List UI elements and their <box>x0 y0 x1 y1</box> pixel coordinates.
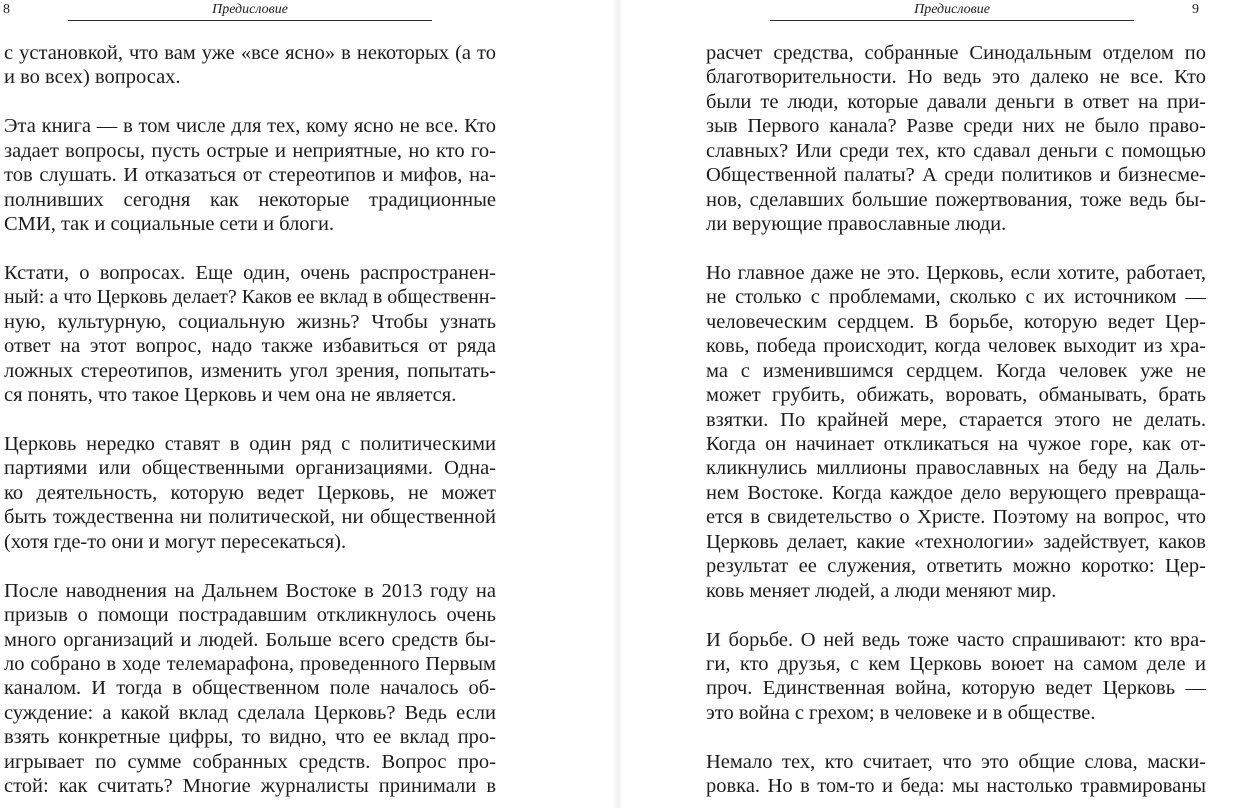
text-line: быть тождественна ни политической, ни общественной <box>4 506 496 529</box>
text-line: ложных стереотипов, изменить угол зрения, попытать- <box>4 359 496 382</box>
running-head: Предисловие <box>914 2 990 17</box>
text-line: нем Востоке. Когда каждое дело верующего превраща- <box>706 481 1206 504</box>
text-line: ный: а что Церковь делает? Каков ее вклад в общественн- <box>4 286 496 309</box>
right-page-header <box>623 0 1235 24</box>
text-line: Но главное даже не это. Церковь, если хотите, работает, <box>706 261 1206 284</box>
text-line: и во всех) вопросах. <box>4 66 181 89</box>
text-line: Эта книга — в том числе для тех, кому ясно не все. Кто <box>4 115 496 138</box>
text-line: проч. Единственная война, которую ведет Церковь — <box>706 677 1206 700</box>
body-text <box>4 41 496 799</box>
text-line: ровка. Но в том-то и беда: мы настолько травмированы <box>706 775 1206 798</box>
running-head: Предисловие <box>212 2 288 17</box>
text-line: ло собрано в ходе телемарафона, проведенного Первым <box>4 652 496 675</box>
text-line: Когда он начинает откликаться на чужое горе, как от- <box>706 433 1206 455</box>
text-line: были те люди, которые давали деньги в ответ на при- <box>706 90 1206 113</box>
left-page-header <box>0 0 613 24</box>
text-line: может грубить, обижать, воровать, обманывать, брать <box>706 384 1206 407</box>
text-line: стой: как считать? Многие журналисты принимали в <box>4 775 496 798</box>
text-line: После наводнения на Дальнем Востоке в 2013 году на <box>4 579 496 602</box>
text-line: много организаций и людей. Больше всего средств бы- <box>4 628 496 651</box>
page-number: 9 <box>1192 2 1199 17</box>
paragraph <box>4 114 496 236</box>
text-line: суждение: а какой вклад сделала Церковь? Ведь если <box>4 701 496 724</box>
text-line: Общественной палаты? А среди политиков и бизнесме- <box>706 164 1206 187</box>
text-line: Церковь нередко ставят в один ряд с политическими <box>4 433 496 455</box>
text-line: И борьбе. О ней ведь тоже часто спрашивают: кто вра- <box>706 628 1206 651</box>
text-line: каналом. И тогда в общественном поле началось об- <box>4 677 496 700</box>
paragraph <box>706 261 1206 603</box>
paragraph <box>4 579 496 799</box>
paragraph <box>706 41 1206 237</box>
text-line: ковь меняет людей, а люди меняют мир. <box>706 579 1057 602</box>
text-line: (хотя где-то они и могут пересекаться). <box>4 530 347 553</box>
book-gutter <box>613 0 623 808</box>
text-line: ся понять, что такое Церковь и чем она не является. <box>4 384 457 407</box>
text-line: ги, кто друзья, с кем Церковь воюет на самом деле и <box>706 652 1206 675</box>
text-line: взятки. По крайней мере, старается этого не делать. <box>706 408 1206 431</box>
text-line: с установкой, что вам уже «все ясно» в некоторых (а то <box>4 42 496 64</box>
text-line: результат ее служения, ответить можно коротко: Цер- <box>706 555 1206 578</box>
text-line: тов слушать. И отказаться от стереотипов и мифов, на- <box>4 164 496 187</box>
text-line: не столько с проблемами, сколько с их источником — <box>706 286 1206 309</box>
text-line: зыв Первого канала? Разве среди них не было право- <box>706 115 1206 138</box>
left-page <box>0 0 613 808</box>
text-line: Церковь делает, какие «технологии» задействует, каков <box>706 530 1206 553</box>
text-line: ответ на этот вопрос, надо также избавиться от ряда <box>4 335 496 358</box>
text-line: нов, сделавших большие пожертвования, тоже ведь бы- <box>706 188 1206 211</box>
paragraph <box>4 432 496 554</box>
paragraph <box>706 628 1206 726</box>
text-line: ную, культурную, социальную жизнь? Чтобы узнать <box>4 310 496 333</box>
text-line: задает вопросы, пусть острые и неприятные, но кто го- <box>4 139 496 162</box>
text-line: Немало тех, кто считает, что это общие слова, маски- <box>706 750 1206 773</box>
text-line: это война с грехом; в человеке и в обществе. <box>706 701 1096 724</box>
text-line: взять конкретные цифры, то видно, что ее вклад про- <box>4 726 496 749</box>
text-line: ковь, победа происходит, когда человек выходит из хра- <box>706 335 1206 358</box>
text-line: ется в свидетельство о Христе. Поэтому на вопрос, что <box>706 506 1206 529</box>
text-line: благотворительности. Но ведь это далеко не все. Кто <box>706 66 1206 89</box>
text-line: Кстати, о вопросах. Еще один, очень распространен- <box>4 261 496 284</box>
text-line: полнивших сегодня как некоторые традиционные <box>4 188 496 211</box>
text-line: ма с изменившимся сердцем. Когда человек уже не <box>706 359 1206 382</box>
text-line: игрывает по сумме собранных средств. Вопрос про- <box>4 750 496 773</box>
text-line: славных? Или среди тех, кто сдавал деньги с помощью <box>706 139 1206 162</box>
text-line: призыв о помощи пострадавшим откликнулось очень <box>4 604 496 627</box>
text-line: расчет средства, собранные Синодальным отделом по <box>706 42 1206 64</box>
page-number: 8 <box>3 2 10 17</box>
header-rule <box>68 20 432 21</box>
right-page <box>623 0 1235 808</box>
text-line: ко деятельность, которую ведет Церковь, не может <box>4 481 496 504</box>
text-line: ли верующие православные люди. <box>706 213 1007 236</box>
body-text <box>706 41 1206 799</box>
header-rule <box>770 20 1134 21</box>
text-line: партиями или общественными организациями. Одна- <box>4 457 496 480</box>
text-line: кликнулись миллионы православных на беду на Даль- <box>706 457 1206 480</box>
paragraph <box>4 41 496 90</box>
text-line: человеческим сердцем. В борьбе, которую ведет Цер- <box>706 310 1206 333</box>
paragraph <box>4 261 496 408</box>
paragraph <box>706 750 1206 799</box>
text-line: СМИ, так и социальные сети и блоги. <box>4 213 335 236</box>
